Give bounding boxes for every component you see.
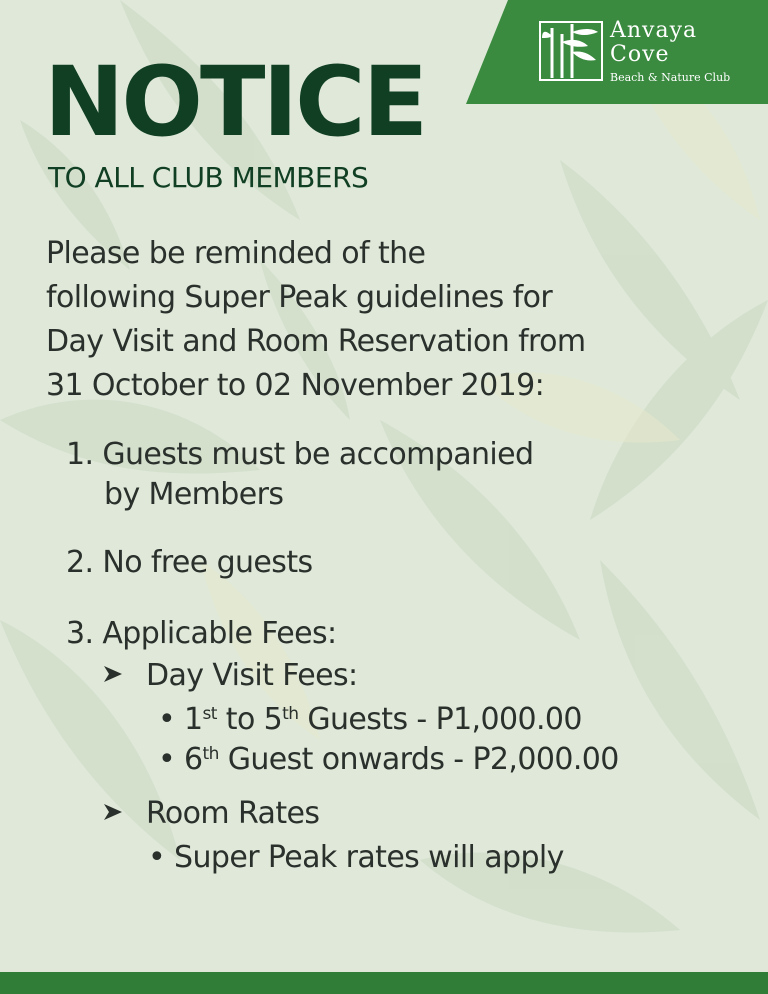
- bullet: •: [158, 742, 176, 777]
- logo-name-line2: Cove: [610, 42, 670, 67]
- room-rates-heading: [104, 796, 319, 831]
- day-visit-label: Day Visit Fees:: [146, 658, 358, 693]
- footer-bar: [0, 972, 768, 994]
- intro-line: following Super Peak guidelines for: [46, 280, 553, 315]
- room-rates-label: Room Rates: [146, 796, 320, 831]
- guideline-item-3: 3. Applicable Fees:: [66, 616, 337, 651]
- logo-tagline: Beach & Nature Club: [610, 71, 731, 84]
- logo-name-line1: Anvaya: [610, 18, 698, 43]
- fee-line-2: • 6th Guest onwards - P2,000.00: [158, 742, 619, 777]
- arrowhead-bullet-icon: [104, 803, 122, 821]
- bamboo-logo-icon: [538, 20, 604, 82]
- room-rate-line: • Super Peak rates will apply: [148, 840, 564, 875]
- notice-subtitle: TO ALL CLUB MEMBERS: [48, 161, 369, 194]
- anvaya-cove-logo: [538, 20, 758, 90]
- bullet: •: [158, 702, 176, 737]
- day-visit-fees-heading: [104, 658, 358, 693]
- guideline-item-1-line1: 1. Guests must be accompanied: [66, 437, 534, 472]
- fee-line-1: • 1st to 5th Guests - P1,000.00: [158, 702, 582, 737]
- intro-line: Please be reminded of the: [46, 236, 426, 271]
- intro-paragraph: [46, 232, 736, 408]
- guideline-item-1-line2: by Members: [104, 477, 284, 512]
- intro-line: Day Visit and Room Reservation from: [46, 324, 586, 359]
- notice-title: NOTICE: [44, 46, 426, 158]
- bullet: •: [148, 840, 166, 875]
- intro-line: 31 October to 02 November 2019:: [46, 368, 545, 403]
- guideline-item-2: 2. No free guests: [66, 545, 313, 580]
- arrowhead-bullet-icon: [104, 665, 122, 683]
